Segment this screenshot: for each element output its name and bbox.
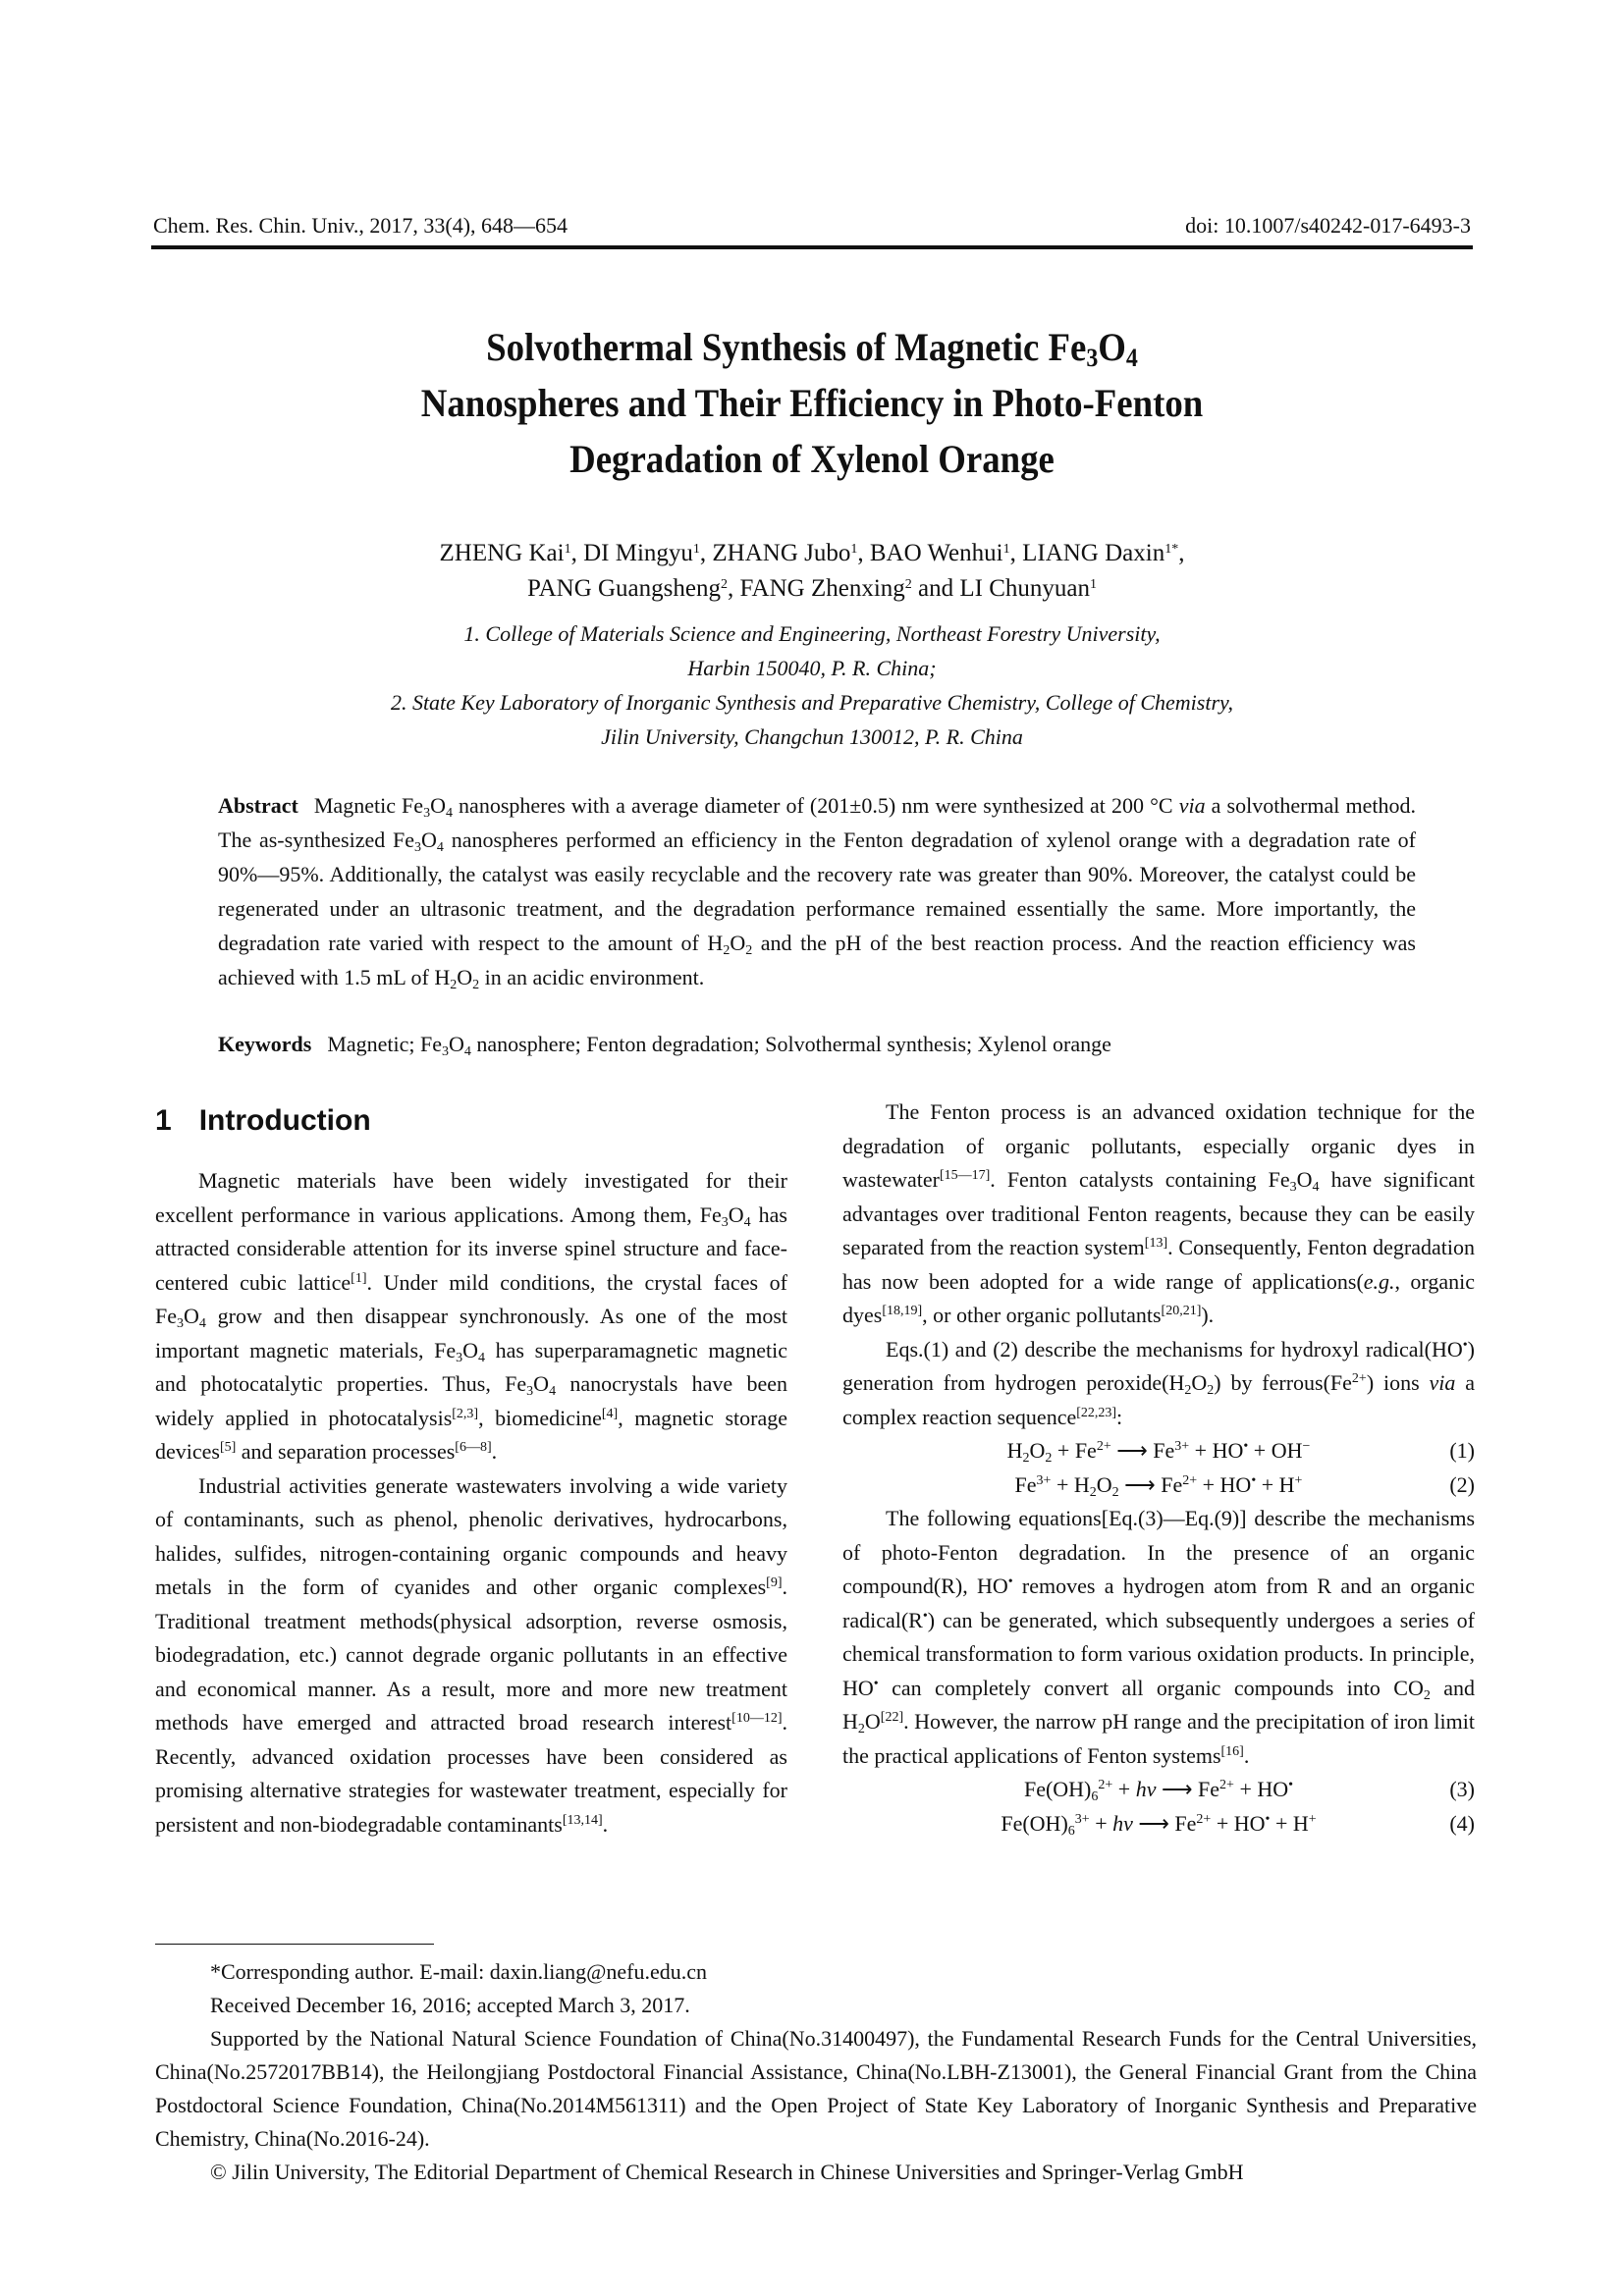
citation: [13] (1144, 1236, 1168, 1251)
running-header-journal: Chem. Res. Chin. Univ., 2017, 33(4), 648—654 (153, 213, 568, 238)
citation: [10—12] (731, 1711, 783, 1726)
footnote-rule (155, 1944, 434, 1945)
copyright-note: © Jilin University, The Editorial Department of Chemical Research in Chinese Universities and Springer-Verlag GmbH (210, 2160, 1244, 2184)
author: DI Mingyu$^1$, (583, 540, 713, 566)
citation: [22] (880, 1710, 904, 1725)
author: PANG Guangsheng$^2$, (526, 575, 740, 602)
author-list (151, 536, 1473, 607)
title-line-2: Nanospheres and Their Efficiency in Photo-Fenton (420, 381, 1204, 425)
paper-title (204, 319, 1420, 487)
author: LI Chunyuan$^1$ (959, 575, 1097, 602)
equation-number: (3) (1449, 1777, 1475, 1801)
received-date: Received December 16, 2016; accepted March 3, 2017. (210, 1993, 690, 2017)
equation-number: (4) (1449, 1810, 1475, 1836)
citation: [13,14] (562, 1812, 603, 1828)
running-header-doi: doi: 10.1007/s40242-017-6493-3 (1185, 213, 1471, 238)
paragraph: The following equations[Eq.(3)—Eq.(9)] describe the mechanisms of photo-Fenton degradation. In the presence of an organic compound(R), HO• removes a hydrogen atom from R and an organic radical(R•) can be generated, which subsequently undergoes a series of chemical transformation to form various oxidation products. In principle, HO• can completely convert all organic compounds into $CO_2$ and $H_2O[22]$. However, the narrow pH range and the precipitation of iron limit the practical applications of Fenton systems[16]. (842, 1506, 1475, 1768)
section-title: Introduction (198, 1104, 371, 1137)
paragraph: Industrial activities generate wastewaters involving a wide variety of contaminants, such as phenol, phenolic derivatives, hydrocarbons, halides, sulfides, nitrogen-containing organic compounds and heavy metals in the form of cyanides and other organic complexes[9]. Traditional treatment methods(physical adsorption, reverse osmosis, biodegradation, etc.) cannot degrade organic pollutants in an effective and economical manner. As a result, more and more new treatment methods have emerged and attracted broad research interest[10—12]. Recently, advanced oxidation processes have been considered as promising alternative strategies for wastewater treatment, especially for persistent and non-biodegradable contaminants[13,14]. (155, 1472, 787, 1837)
citation: [5] (219, 1440, 237, 1455)
citation: [22,23] (1076, 1405, 1117, 1420)
equation-3: $Fe(OH)_6^{2+}$ + hv ⟶ $Fe^{2+} + HO^•$ (3) (842, 1773, 1475, 1807)
author: BAO Wenhui$^1$, (869, 540, 1023, 566)
citation: [1] (351, 1270, 367, 1286)
footnotes (155, 1955, 1477, 2189)
affiliation-line: Jilin University, Changchun 130012, P. R. China (601, 724, 1023, 749)
author: LIANG Daxin$^{1*}$, (1022, 540, 1185, 566)
arrow-icon: ⟶ (1118, 1471, 1162, 1497)
arrow-icon: ⟶ (1132, 1810, 1175, 1836)
citation: [4] (601, 1406, 619, 1421)
affiliations (151, 616, 1473, 754)
title-line-3: Degradation of Xylenol Orange (569, 437, 1055, 481)
affiliation-line: 2. State Key Laboratory of Inorganic Synthesis and Preparative Chemistry, College of Chemistry, (390, 690, 1234, 715)
subscript: 4 (1125, 344, 1138, 372)
author: ZHANG Jubo$^1$, (712, 540, 870, 566)
paragraph: The Fenton process is an advanced oxidation technique for the degradation of organic pollutants, especially organic dyes in wastewater[15—17]. Fenton catalysts containing $Fe_3O_4$ have significant advantages over traditional Fenton reagents, because they can be easily separated from the reaction system[13]. Consequently, Fenton degradation has now been adopted for a wide range of applications(e.g., organic dyes[18,19], or other organic pollutants[20,21]). (842, 1099, 1475, 1327)
subscript: 3 (1086, 344, 1099, 372)
arrow-icon: ⟶ (1156, 1777, 1199, 1801)
affiliation-line: 1. College of Materials Science and Engineering, Northeast Forestry University, (463, 621, 1161, 646)
corresponding-author: *Corresponding author. E-mail: daxin.liang@nefu.edu.cn (210, 1959, 707, 1984)
equation-2: $Fe^{3+} + H_2O_2$ ⟶ $Fe^{2+} + HO^• + H^+$ (2) (842, 1468, 1475, 1503)
title-o: O (1098, 325, 1126, 369)
citation: [18,19] (882, 1304, 923, 1318)
paragraph: Magnetic materials have been widely investigated for their excellent performance in various applications. Among them, $Fe_3O_4$ has attracted considerable attention for its inverse spinel structure and face-centered cubic lattice[1]. Under mild conditions, the crystal faces of $Fe_3O_4$ grow and then disappear synchronously. As one of the most important magnetic materials, $Fe_3O_4$ has superparamagnetic magnetic and photocatalytic properties. Thus, $Fe_3O_4$ nanocrystals have been widely applied in photocatalysis[2,3], biomedicine[4], magnetic storage devices[5] and separation processes[6—8]. (155, 1168, 787, 1464)
equation-4: $Fe(OH)_6^{3+}$ + hv ⟶ $Fe^{2+} + HO^• + H^+$ (4) (842, 1807, 1475, 1842)
arrow-icon: ⟶ (1110, 1438, 1154, 1463)
abstract-label: Abstract (218, 793, 298, 818)
title-line-1: Solvothermal Synthesis of Magnetic Fe (486, 325, 1087, 369)
equation-1: $H_2O_2 + Fe^{2+}$ ⟶ $Fe^{3+} + HO^• + OH^-$ (1) (842, 1434, 1475, 1468)
citation: [16] (1220, 1743, 1244, 1759)
citation: [6—8] (455, 1440, 492, 1455)
citation: [9] (766, 1575, 783, 1590)
keywords-label: Keywords (218, 1032, 312, 1056)
right-column (842, 1095, 1475, 1841)
equation-number: (2) (1449, 1471, 1475, 1497)
keywords: Keywords Magnetic; $Fe_3O_4$ nanosphere; Fenton degradation; Solvothermal synthesis; Xylenol orange (218, 1032, 1111, 1059)
paragraph: Eqs.(1) and (2) describe the mechanisms for hydroxyl radical(HO•) generation from hydrogen $peroxide(H_2O_2)$ by $ferrous(Fe^{2+})$ ions via a complex reaction sequence[22,23]: (842, 1336, 1475, 1429)
author: FANG Zhenxing$^2$ and (739, 575, 960, 602)
affiliation-line: Harbin 150040, P. R. China; (687, 656, 937, 680)
abstract: Abstract Magnetic $Fe_3O_4$ nanospheres with a average diameter of (201±0.5) nm were synthesized at 200 °C via a solvothermal method. The as-synthesized $Fe_3O_4$ nanospheres performed an efficiency in the Fenton degradation of xylenol orange with a degradation rate of 90%—95%. Additionally, the catalyst was easily recyclable and the recovery rate was greater than 90%. Moreover, the catalyst could be regenerated under an ultrasonic treatment, and the degradation performance remained essentially the same. More importantly, the degradation rate varied with respect to the amount of $H_2O_2$ and the pH of the best reaction process. And the reaction efficiency was achieved with 1.5 mL of $H_2O_2$ in an acidic environment. (218, 793, 1416, 992)
section-number: 1 (155, 1104, 172, 1137)
citation: [15—17] (939, 1168, 991, 1183)
equation-number: (1) (1449, 1438, 1475, 1463)
left-column (155, 1164, 787, 1842)
citation: [2,3] (452, 1406, 479, 1421)
author: ZHENG Kai$^1$, (439, 540, 584, 566)
header-rule (151, 245, 1473, 249)
section-heading (155, 1101, 371, 1141)
funding-note: Supported by the National Natural Science Foundation of China(No.31400497), the Fundamental Research Funds for the Central Universities, China(No.2572017BB14), the Heilongjiang Postdoctoral Financial Assistance, China(No.LBH-Z13001), the General Financial Grant from the China Postdoctoral Science Foundation, China(No.2014M561311) and the Open Project of State Key Laboratory of Inorganic Synthesis and Preparative Chemistry, China(No.2016-24). (155, 2026, 1477, 2151)
citation: [20,21] (1161, 1304, 1202, 1318)
